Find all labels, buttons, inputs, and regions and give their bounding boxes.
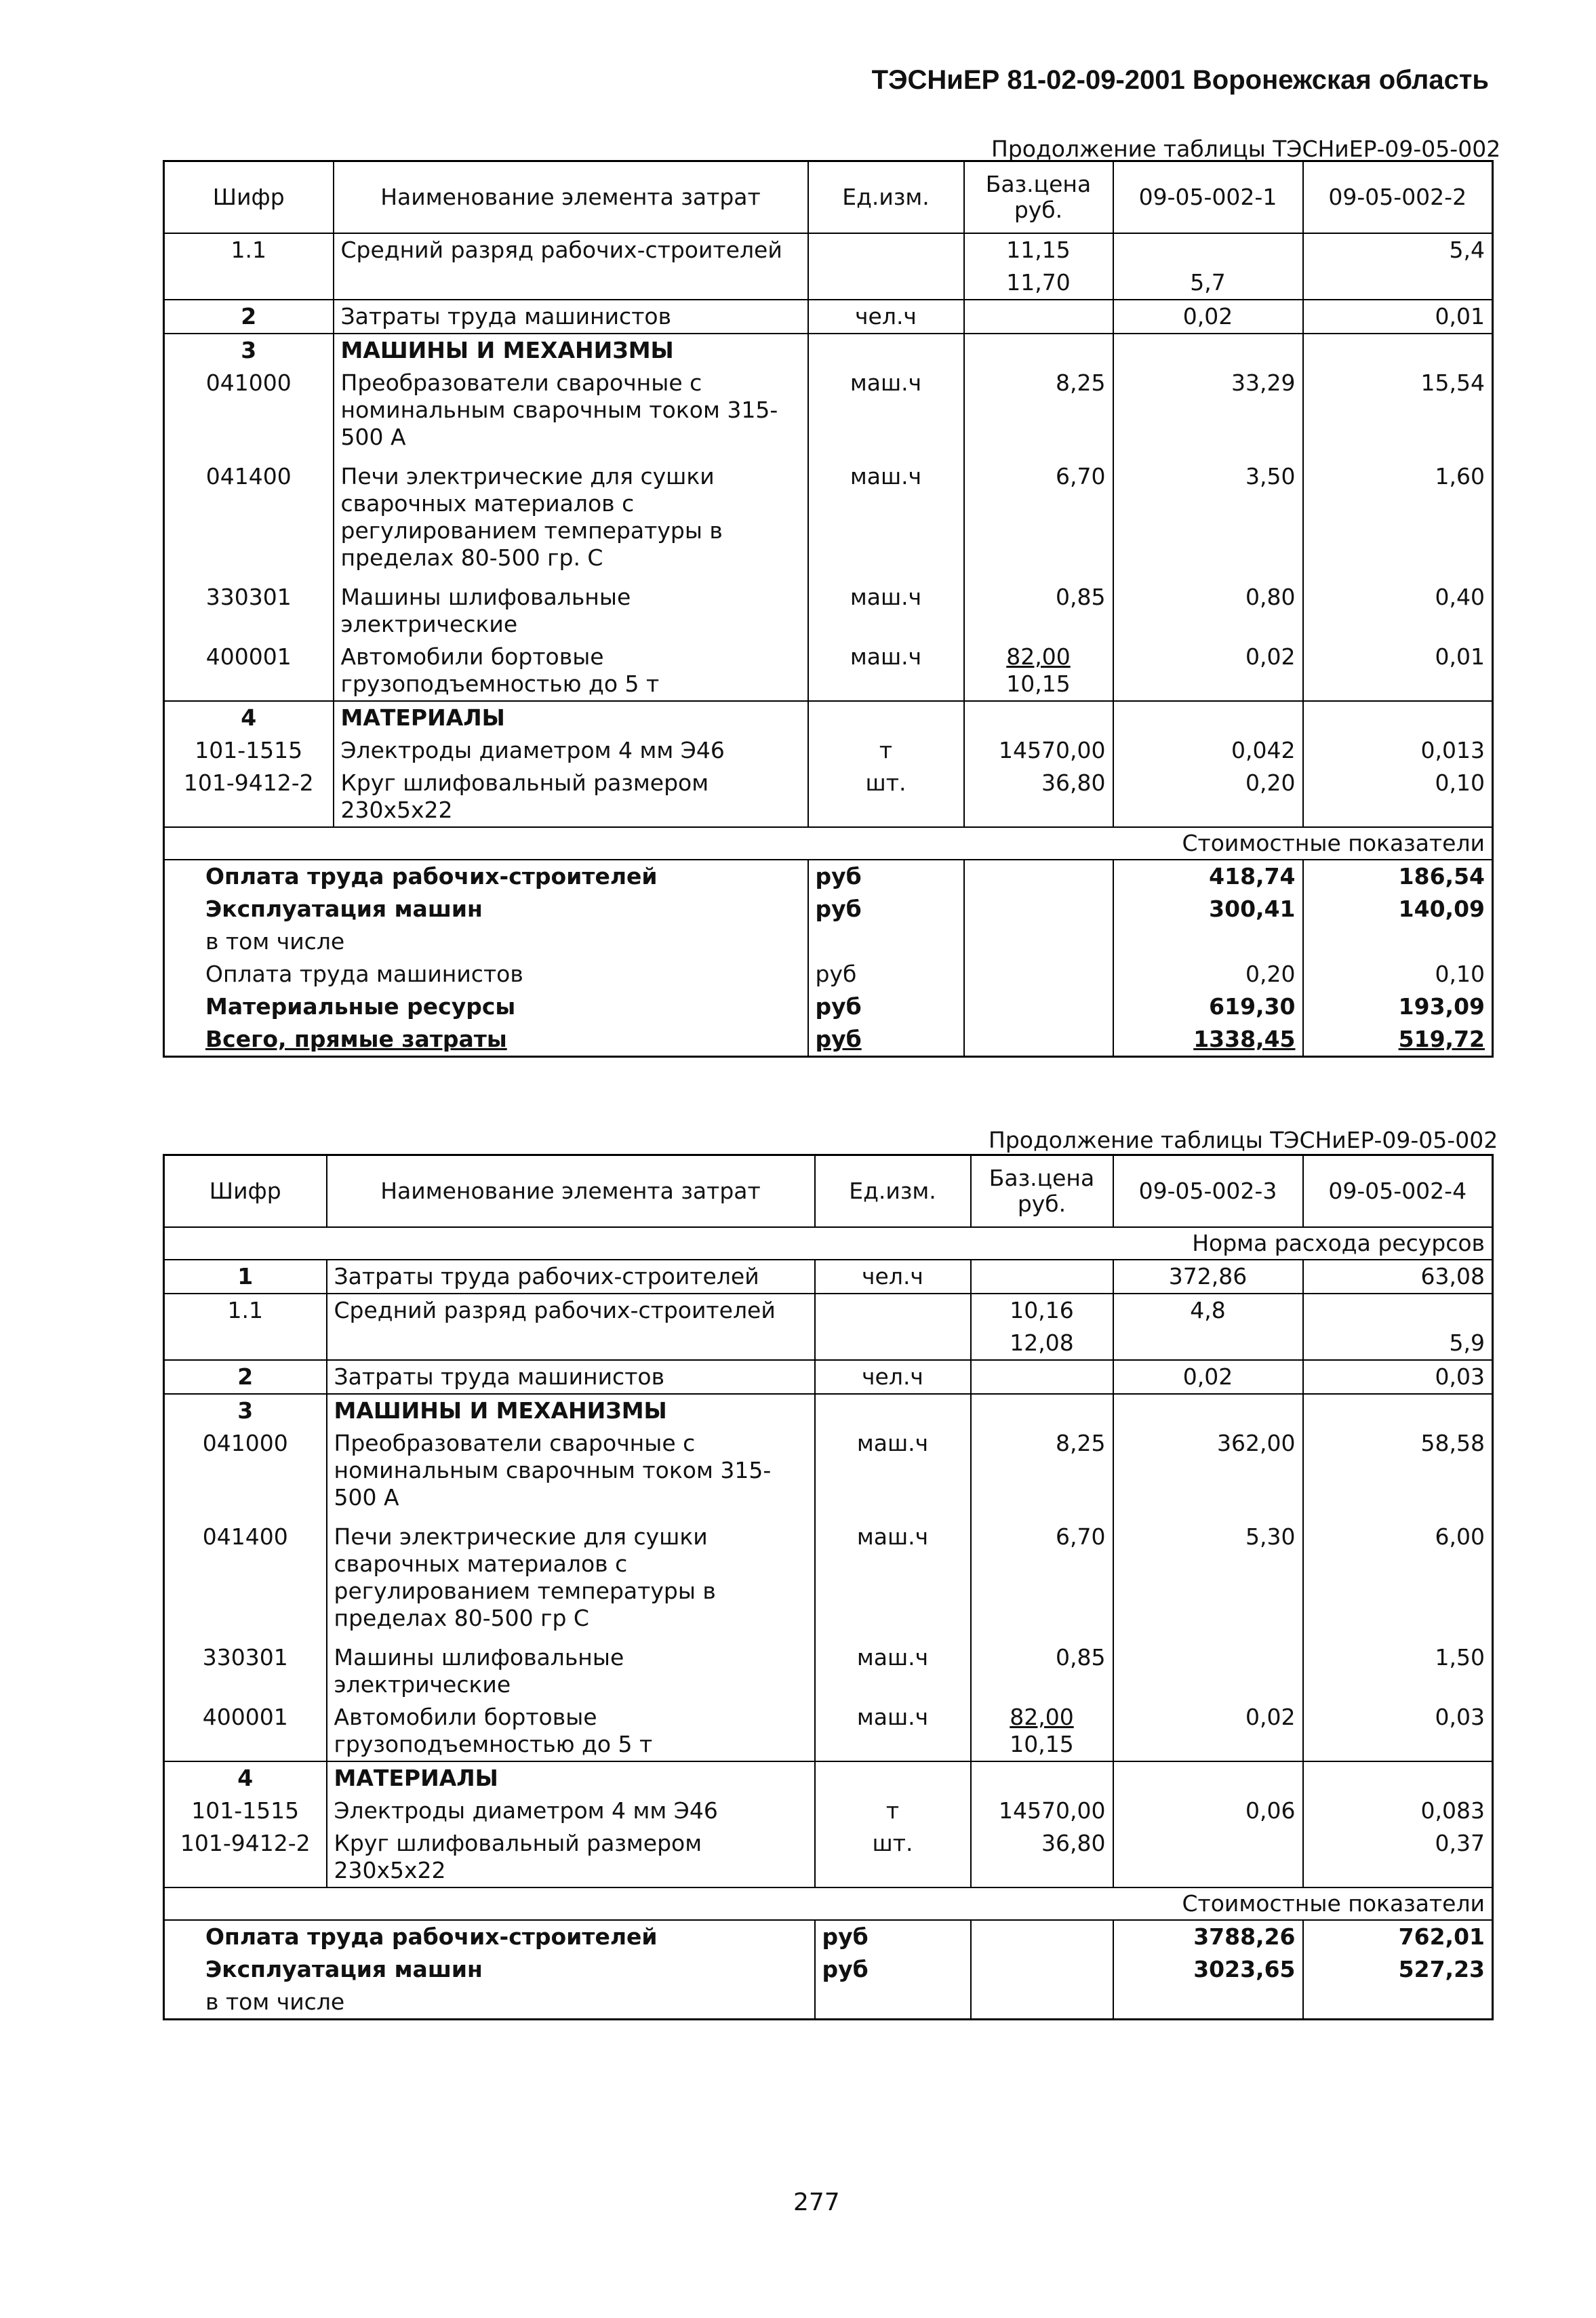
row-col1: 33,29	[1113, 367, 1303, 460]
row-col2: 58,58	[1303, 1427, 1493, 1521]
row-col2: 15,54	[1303, 367, 1493, 460]
summary-col1: 0,20	[1113, 958, 1303, 991]
resource-table-2	[163, 1154, 1494, 2020]
row-col1: 4,8	[1113, 1294, 1303, 1327]
summary-col2	[1303, 925, 1493, 958]
row-name: МАШИНЫ И МЕХАНИЗМЫ	[334, 334, 808, 367]
page-number: 277	[793, 2189, 840, 2216]
header-col1: 09-05-002-1	[1113, 161, 1303, 234]
row-price: 10,16	[971, 1294, 1113, 1327]
table-row	[164, 300, 1493, 334]
row-unit: шт.	[808, 767, 964, 827]
row-price: 0,85	[971, 1641, 1113, 1701]
summary-label: в том числе	[164, 925, 808, 958]
row-name: Круг шлифовальный размером 230х5х22	[334, 767, 808, 827]
row-name: Печи электрические для сушки сварочных материалов с регулированием температуры в пределах 80-500 гр С	[327, 1521, 815, 1641]
summary-unit: руб	[808, 958, 964, 991]
table2-header-row	[164, 1155, 1493, 1228]
table-row	[164, 1260, 1493, 1294]
row-col1: 5,7	[1113, 266, 1303, 300]
row-name: Средний разряд рабочих-строителей	[334, 233, 808, 266]
row-unit	[815, 1294, 971, 1327]
row-code: 101-1515	[164, 734, 334, 767]
summary-price	[964, 991, 1113, 1023]
summary-unit: руб	[808, 991, 964, 1023]
row-name: Электроды диаметром 4 мм Э46	[327, 1795, 815, 1827]
row-unit: шт.	[815, 1827, 971, 1887]
summary-price	[964, 893, 1113, 925]
row-col2: 0,013	[1303, 734, 1493, 767]
summary-row-total	[164, 1023, 1493, 1057]
row-price: 14570,00	[964, 734, 1113, 767]
summary-unit: руб	[815, 1920, 971, 1953]
summary-unit	[815, 1986, 971, 2020]
row-price	[964, 701, 1113, 734]
row-price: 0,85	[964, 581, 1113, 641]
row-unit: маш.ч	[808, 581, 964, 641]
row-col1	[1113, 1761, 1303, 1795]
row-price: 6,70	[964, 460, 1113, 581]
summary-row-including	[164, 925, 1493, 958]
row-code: 101-1515	[164, 1795, 327, 1827]
summary-col2	[1303, 1986, 1493, 2020]
row-col2	[1303, 701, 1493, 734]
row-code: 330301	[164, 1641, 327, 1701]
row-price	[964, 300, 1113, 334]
summary-row-labor	[164, 1920, 1493, 1953]
row-col1	[1113, 1327, 1303, 1360]
table-row	[164, 1761, 1493, 1795]
row-unit: маш.ч	[815, 1521, 971, 1641]
summary-label: Оплата труда машинистов	[164, 958, 808, 991]
summary-col2: 527,23	[1303, 1953, 1493, 1986]
row-col1: 0,02	[1113, 1701, 1303, 1761]
table2-continuation-label: Продолжение таблицы ТЭСНиЕР-09-05-002	[989, 1127, 1498, 1153]
row-col2	[1303, 1761, 1493, 1795]
table-row	[164, 581, 1493, 641]
row-unit: маш.ч	[815, 1701, 971, 1761]
row-code: 2	[164, 300, 334, 334]
row-name	[327, 1327, 815, 1360]
cost-band-label: Стоимостные показатели	[164, 1887, 1493, 1920]
row-price	[971, 1701, 1113, 1761]
cost-indicators-band	[164, 1887, 1493, 1920]
summary-col2: 186,54	[1303, 860, 1493, 893]
row-col2: 0,01	[1303, 300, 1493, 334]
row-col1	[1113, 701, 1303, 734]
table1-continuation-label: Продолжение таблицы ТЭСНиЕР-09-05-002	[991, 136, 1501, 162]
row-unit: маш.ч	[808, 641, 964, 701]
row-col2	[1303, 266, 1493, 300]
document-title: ТЭСНиЕР 81-02-09-2001 Воронежская область	[871, 65, 1489, 95]
row-unit	[815, 1327, 971, 1360]
summary-unit: руб	[808, 860, 964, 893]
row-code: 041400	[164, 460, 334, 581]
resource-table-1	[163, 160, 1494, 1058]
row-col1: 0,02	[1113, 300, 1303, 334]
summary-price	[971, 1986, 1113, 2020]
row-unit: маш.ч	[808, 367, 964, 460]
row-col2: 0,03	[1303, 1360, 1493, 1394]
row-col1	[1113, 233, 1303, 266]
table-row	[164, 1795, 1493, 1827]
row-unit: чел.ч	[815, 1360, 971, 1394]
summary-label: Всего, прямые затраты	[164, 1023, 808, 1057]
summary-price	[971, 1953, 1113, 1986]
summary-col1: 300,41	[1113, 893, 1303, 925]
row-price	[971, 1394, 1113, 1427]
row-name: Электроды диаметром 4 мм Э46	[334, 734, 808, 767]
header-name: Наименование элемента затрат	[334, 161, 808, 234]
row-price	[964, 334, 1113, 367]
row-code: 101-9412-2	[164, 1827, 327, 1887]
row-col1: 0,20	[1113, 767, 1303, 827]
row-code: 1.1	[164, 233, 334, 266]
norm-band-label: Норма расхода ресурсов	[164, 1227, 1493, 1260]
row-col1	[1113, 334, 1303, 367]
row-col1: 0,02	[1113, 1360, 1303, 1394]
row-col1	[1113, 1641, 1303, 1701]
row-code: 041400	[164, 1521, 327, 1641]
summary-row-operators	[164, 958, 1493, 991]
cost-band-label: Стоимостные показатели	[164, 827, 1493, 860]
row-unit: т	[808, 734, 964, 767]
price-fraction-top: 82,00	[1010, 1704, 1074, 1730]
price-fraction-top: 82,00	[1006, 643, 1071, 670]
row-unit	[808, 266, 964, 300]
price-fraction-bottom: 10,15	[1010, 1731, 1074, 1757]
row-col2: 5,9	[1303, 1327, 1493, 1360]
header-price: Баз.цена руб.	[964, 161, 1113, 234]
header-price: Баз.цена руб.	[971, 1155, 1113, 1228]
row-name: МАТЕРИАЛЫ	[327, 1761, 815, 1795]
summary-label: Материальные ресурсы	[164, 991, 808, 1023]
header-code: Шифр	[164, 161, 334, 234]
row-col2: 1,50	[1303, 1641, 1493, 1701]
table-row	[164, 1327, 1493, 1360]
summary-label: Оплата труда рабочих-строителей	[164, 1920, 815, 1953]
table-row	[164, 266, 1493, 300]
row-code: 1	[164, 1260, 327, 1294]
summary-price	[964, 925, 1113, 958]
summary-unit	[808, 925, 964, 958]
summary-label: Эксплуатация машин	[164, 1953, 815, 1986]
norm-band	[164, 1227, 1493, 1260]
table-row	[164, 1827, 1493, 1887]
summary-label: в том числе	[164, 1986, 815, 2020]
row-col2: 0,37	[1303, 1827, 1493, 1887]
row-unit	[808, 701, 964, 734]
summary-col1: 1338,45	[1113, 1023, 1303, 1057]
header-unit: Ед.изм.	[815, 1155, 971, 1228]
summary-price	[971, 1920, 1113, 1953]
table-row	[164, 767, 1493, 827]
summary-col1	[1113, 925, 1303, 958]
row-code: 101-9412-2	[164, 767, 334, 827]
table-row	[164, 1360, 1493, 1394]
row-price	[971, 1360, 1113, 1394]
row-col2: 0,40	[1303, 581, 1493, 641]
row-unit	[808, 334, 964, 367]
row-col2: 6,00	[1303, 1521, 1493, 1641]
row-col2: 0,083	[1303, 1795, 1493, 1827]
row-unit: маш.ч	[808, 460, 964, 581]
row-name: Машины шлифовальные электрические	[327, 1641, 815, 1701]
row-name: Средний разряд рабочих-строителей	[327, 1294, 815, 1327]
row-col2	[1303, 1294, 1493, 1327]
row-unit	[815, 1761, 971, 1795]
summary-label: Эксплуатация машин	[164, 893, 808, 925]
row-col2: 0,10	[1303, 767, 1493, 827]
row-code	[164, 266, 334, 300]
row-price: 8,25	[964, 367, 1113, 460]
row-col2: 1,60	[1303, 460, 1493, 581]
summary-col2: 140,09	[1303, 893, 1493, 925]
summary-row-machines	[164, 1953, 1493, 1986]
header-code: Шифр	[164, 1155, 327, 1228]
summary-row-machines	[164, 893, 1493, 925]
table-row	[164, 233, 1493, 266]
row-price: 8,25	[971, 1427, 1113, 1521]
header-unit: Ед.изм.	[808, 161, 964, 234]
row-unit: т	[815, 1795, 971, 1827]
summary-row-labor	[164, 860, 1493, 893]
row-name: Машины шлифовальные электрические	[334, 581, 808, 641]
row-name	[334, 266, 808, 300]
row-code: 400001	[164, 641, 334, 701]
row-unit	[808, 233, 964, 266]
row-name: МАТЕРИАЛЫ	[334, 701, 808, 734]
row-col1: 0,02	[1113, 641, 1303, 701]
row-col1: 3,50	[1113, 460, 1303, 581]
row-name: Автомобили бортовые грузоподъемностью до 5 т	[334, 641, 808, 701]
row-code: 4	[164, 1761, 327, 1795]
summary-col1	[1113, 1986, 1303, 2020]
summary-row-including	[164, 1986, 1493, 2020]
table-row	[164, 1701, 1493, 1761]
row-name: Преобразователи сварочные с номинальным сварочным током 315-500 А	[334, 367, 808, 460]
row-code: 4	[164, 701, 334, 734]
row-price: 14570,00	[971, 1795, 1113, 1827]
row-col1	[1113, 1394, 1303, 1427]
row-price: 11,70	[964, 266, 1113, 300]
table-row	[164, 734, 1493, 767]
header-name: Наименование элемента затрат	[327, 1155, 815, 1228]
row-col1: 0,06	[1113, 1795, 1303, 1827]
header-col1: 09-05-002-3	[1113, 1155, 1303, 1228]
row-code: 041000	[164, 1427, 327, 1521]
row-name: Затраты труда машинистов	[327, 1360, 815, 1394]
summary-row-materials	[164, 991, 1493, 1023]
row-name: Круг шлифовальный размером 230х5х22	[327, 1827, 815, 1887]
row-col1: 5,30	[1113, 1521, 1303, 1641]
summary-col2: 193,09	[1303, 991, 1493, 1023]
row-name: МАШИНЫ И МЕХАНИЗМЫ	[327, 1394, 815, 1427]
summary-unit: руб	[808, 1023, 964, 1057]
table-row	[164, 1294, 1493, 1327]
row-col2	[1303, 1394, 1493, 1427]
row-col2	[1303, 334, 1493, 367]
row-code: 041000	[164, 367, 334, 460]
row-price: 6,70	[971, 1521, 1113, 1641]
summary-unit: руб	[815, 1953, 971, 1986]
row-unit: маш.ч	[815, 1641, 971, 1701]
price-fraction-bottom: 10,15	[1006, 671, 1071, 697]
header-col2: 09-05-002-2	[1303, 161, 1493, 234]
table-row	[164, 367, 1493, 460]
row-name: Преобразователи сварочные с номинальным сварочным током 315-500 А	[327, 1427, 815, 1521]
row-code: 3	[164, 334, 334, 367]
summary-col1: 619,30	[1113, 991, 1303, 1023]
summary-label: Оплата труда рабочих-строителей	[164, 860, 808, 893]
row-price: 12,08	[971, 1327, 1113, 1360]
row-col1: 362,00	[1113, 1427, 1303, 1521]
row-name: Затраты труда машинистов	[334, 300, 808, 334]
summary-col1: 3023,65	[1113, 1953, 1303, 1986]
table-row	[164, 334, 1493, 367]
table-row	[164, 1521, 1493, 1641]
row-code: 400001	[164, 1701, 327, 1761]
row-name: Затраты труда рабочих-строителей	[327, 1260, 815, 1294]
summary-col1: 3788,26	[1113, 1920, 1303, 1953]
row-col2: 63,08	[1303, 1260, 1493, 1294]
table-row	[164, 1641, 1493, 1701]
summary-col2: 519,72	[1303, 1023, 1493, 1057]
table-row	[164, 1427, 1493, 1521]
row-unit	[815, 1394, 971, 1427]
row-col1: 0,80	[1113, 581, 1303, 641]
table-row	[164, 460, 1493, 581]
row-code	[164, 1327, 327, 1360]
row-code: 330301	[164, 581, 334, 641]
row-col1: 372,86	[1113, 1260, 1303, 1294]
table-row	[164, 1394, 1493, 1427]
row-col2: 0,01	[1303, 641, 1493, 701]
row-name: Автомобили бортовые грузоподъемностью до 5 т	[327, 1701, 815, 1761]
row-name: Печи электрические для сушки сварочных материалов с регулированием температуры в пределах 80-500 гр. С	[334, 460, 808, 581]
row-col1: 0,042	[1113, 734, 1303, 767]
table-row	[164, 641, 1493, 701]
row-code: 1.1	[164, 1294, 327, 1327]
row-code: 2	[164, 1360, 327, 1394]
row-price: 36,80	[964, 767, 1113, 827]
summary-col1: 418,74	[1113, 860, 1303, 893]
row-code: 3	[164, 1394, 327, 1427]
row-col1	[1113, 1827, 1303, 1887]
row-unit: чел.ч	[815, 1260, 971, 1294]
cost-indicators-band	[164, 827, 1493, 860]
row-price	[971, 1761, 1113, 1795]
table1-header-row	[164, 161, 1493, 234]
row-col2: 0,03	[1303, 1701, 1493, 1761]
row-price: 11,15	[964, 233, 1113, 266]
summary-col2: 0,10	[1303, 958, 1493, 991]
summary-unit: руб	[808, 893, 964, 925]
row-unit: чел.ч	[808, 300, 964, 334]
row-price	[971, 1260, 1113, 1294]
header-col2: 09-05-002-4	[1303, 1155, 1493, 1228]
summary-price	[964, 1023, 1113, 1057]
summary-col2: 762,01	[1303, 1920, 1493, 1953]
row-unit: маш.ч	[815, 1427, 971, 1521]
summary-price	[964, 958, 1113, 991]
summary-price	[964, 860, 1113, 893]
row-col2: 5,4	[1303, 233, 1493, 266]
row-price	[964, 641, 1113, 701]
table-row	[164, 701, 1493, 734]
row-price: 36,80	[971, 1827, 1113, 1887]
